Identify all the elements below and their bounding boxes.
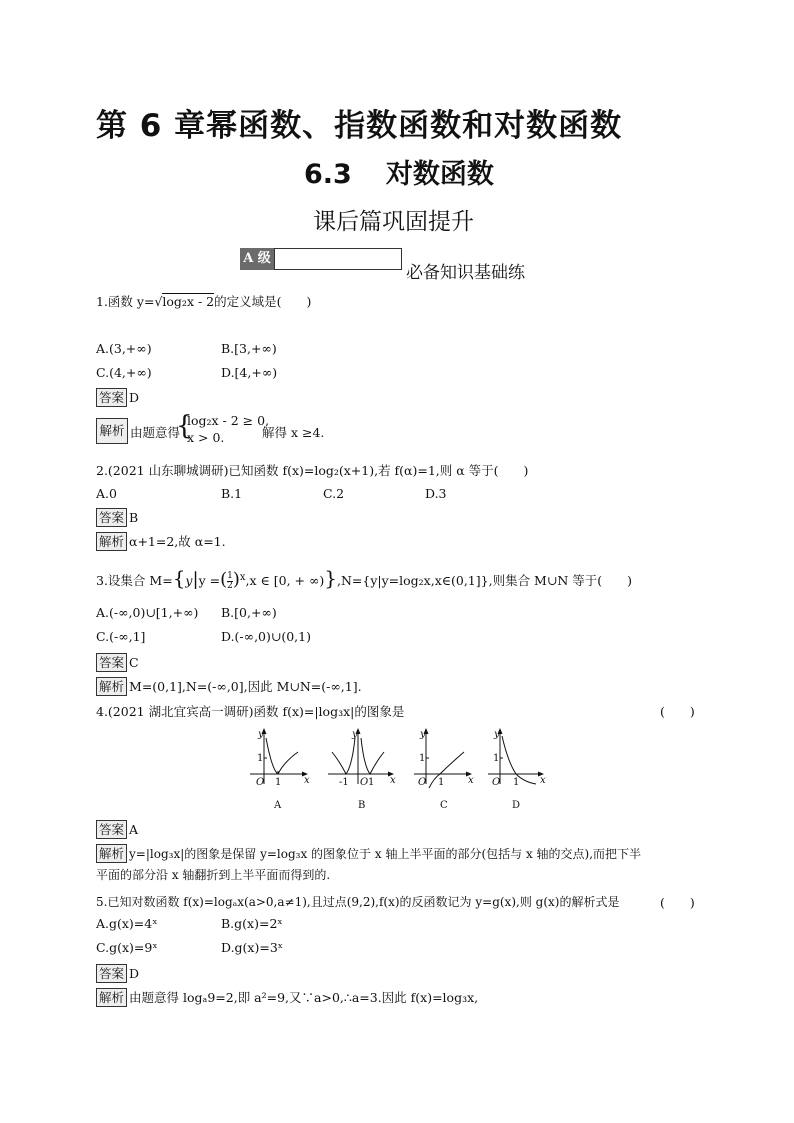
q2-analysis-text: α+1=2,故 α=1. <box>129 534 226 549</box>
q3-option-a: A.(-∞,0)∪[1,+∞) <box>96 605 199 620</box>
q4-analysis-line2: 平面的部分沿 x 轴翻折到上半平面而得到的. <box>96 868 331 882</box>
graph-b-label: B <box>358 800 366 811</box>
q1-analysis-brace: { <box>176 411 193 441</box>
sub-title: 课后篇巩固提升 <box>313 209 474 235</box>
analysis-tag: 解析 <box>96 418 128 444</box>
q3-option-d: D.(-∞,0)∪(0,1) <box>221 629 311 644</box>
answer-tag: 答案 <box>96 388 127 407</box>
q2-answer-value: B <box>129 510 139 525</box>
q5-analysis <box>96 988 478 1007</box>
q3-analysis <box>96 677 362 696</box>
q3-set-var: y <box>185 573 193 588</box>
graph-d-origin: O <box>492 777 501 788</box>
graph-c-tick-1: 1 <box>438 777 445 788</box>
section-number: 6.3 <box>304 159 352 190</box>
graph-d <box>488 728 546 811</box>
graph-a-x-label: x <box>304 775 310 786</box>
graph-b-x-label: x <box>390 775 396 786</box>
sqrt-sign: √ <box>154 294 163 309</box>
graph-d-label: D <box>512 800 521 811</box>
q1-stem-pre: 1.函数 y= <box>96 294 155 309</box>
graph-c-x-label: x <box>468 775 474 786</box>
q1-analysis-line2: x > 0. <box>187 430 225 445</box>
q3-paren-open: ( <box>220 569 228 590</box>
q5-answer-value: D <box>129 966 140 981</box>
analysis-tag: 解析 <box>96 677 127 696</box>
graph-a-y-one: 1 <box>257 753 264 764</box>
q3-set-eq: y = <box>198 573 221 588</box>
q1-analysis-line1: log₂x - 2 ≥ 0, <box>187 413 270 428</box>
q1-answer <box>96 388 139 407</box>
analysis-tag: 解析 <box>96 532 127 551</box>
graph-b-tick-neg1: -1 <box>339 777 349 788</box>
q1-analysis-post: 解得 x ≥4. <box>262 425 325 440</box>
graph-c <box>414 728 474 811</box>
q5-option-a: A.g(x)=4ˣ <box>96 916 158 931</box>
analysis-tag: 解析 <box>96 844 127 863</box>
q3-analysis-text: M=(0,1],N=(-∞,0],因此 M∪N=(-∞,1]. <box>129 679 362 694</box>
answer-tag: 答案 <box>96 653 127 672</box>
q5-option-d: D.g(x)=3ˣ <box>221 940 284 955</box>
answer-tag: 答案 <box>96 820 127 839</box>
graph-a-y-label: y <box>258 729 264 740</box>
graph-d-tick-1: 1 <box>513 777 520 788</box>
q1-option-a: A.(3,+∞) <box>96 341 152 356</box>
q3-stem-pre: 3.设集合 M= <box>96 573 173 588</box>
q2-analysis <box>96 532 226 551</box>
q5-analysis-text: 由题意得 logₐ9=2,即 a²=9,又∵a>0,∴a=3.因此 f(x)=log₃x, <box>129 990 479 1005</box>
q4-answer <box>96 820 138 839</box>
q5-option-b: B.g(x)=2ˣ <box>221 916 283 931</box>
graph-b-tick-1: 1 <box>368 777 375 788</box>
analysis-tag: 解析 <box>96 988 127 1007</box>
graph-d-x-label: x <box>540 775 546 786</box>
q2-option-c: C.2 <box>323 486 345 501</box>
graph-b <box>328 728 396 811</box>
q4-analysis <box>96 844 641 863</box>
q5-option-c: C.g(x)=9ˣ <box>96 940 158 955</box>
q4-stem: 4.(2021 湖北宜宾高一调研)函数 f(x)=|log₃x|的图象是 <box>96 704 405 719</box>
q4-graphs <box>244 726 554 812</box>
graph-a-label: A <box>274 800 282 811</box>
q3-option-b: B.[0,+∞) <box>221 605 277 620</box>
q3-brace-open: { <box>172 566 186 590</box>
answer-tag: 答案 <box>96 508 127 527</box>
q3-option-c: C.(-∞,1] <box>96 629 146 644</box>
q1-stem <box>96 292 311 310</box>
q3-stem <box>96 566 632 591</box>
q2-option-b: B.1 <box>221 486 243 501</box>
q3-answer <box>96 653 139 672</box>
chapter-title: 第 6 章幂函数、指数函数和对数函数 <box>96 108 623 144</box>
q3-paren-close: ) <box>232 569 240 590</box>
q1-stem-post: 的定义域是( ) <box>214 294 312 309</box>
q2-option-d: D.3 <box>425 486 447 501</box>
q1-sqrt-content: log₂x - 2 <box>162 294 215 309</box>
q2-answer <box>96 508 138 527</box>
graph-a-tick-1: 1 <box>275 777 282 788</box>
q1-option-c: C.(4,+∞) <box>96 365 152 380</box>
graph-c-origin: O <box>418 777 427 788</box>
level-label: 必备知识基础练 <box>406 263 525 283</box>
graph-a <box>250 728 310 811</box>
q3-brace-close: } <box>324 566 337 590</box>
section-name: 对数函数 <box>385 159 494 190</box>
graph-a-origin: O <box>256 777 265 788</box>
q4-paren: ( ) <box>660 704 695 719</box>
q3-frac-num: 1 <box>227 571 233 581</box>
q1-answer-value: D <box>129 390 140 405</box>
q5-answer <box>96 964 139 983</box>
q3-answer-value: C <box>129 655 139 670</box>
level-box <box>274 248 402 270</box>
q4-answer-value: A <box>129 822 139 837</box>
q3-bar: | <box>192 569 199 590</box>
q1-option-b: B.[3,+∞) <box>221 341 277 356</box>
level-badge: A 级 <box>240 248 274 270</box>
graph-b-y-label: y <box>352 729 358 740</box>
q3-frac-den: 2 <box>227 581 233 591</box>
graph-c-label: C <box>440 800 448 811</box>
graph-c-y-label: y <box>420 729 426 740</box>
q3-exponent: x <box>239 571 246 583</box>
graph-b-origin: O <box>360 777 369 788</box>
q5-paren: ( ) <box>660 895 695 910</box>
q2-option-a: A.0 <box>96 486 117 501</box>
graph-c-y-one: 1 <box>419 753 426 764</box>
q1-option-d: D.[4,+∞) <box>221 365 278 380</box>
q2-stem: 2.(2021 山东聊城调研)已知函数 f(x)=log₂(x+1),若 f(α)=1,则 α 等于( ) <box>96 463 529 478</box>
q5-stem: 5.已知对数函数 f(x)=logₐx(a>0,a≠1),且过点(9,2),f(x)的反函数记为 y=g(x),则 g(x)的解析式是 <box>96 895 620 909</box>
q4-analysis-line1: y=|log₃x|的图象是保留 y=log₃x 的图象位于 x 轴上半平面的部分(包括与 x 轴的交点),而把下半 <box>129 847 642 861</box>
q3-stem-post: ,N={y|y=log₂x,x∈(0,1]},则集合 M∪N 等于( ) <box>337 573 632 588</box>
graph-d-y-one: 1 <box>493 753 500 764</box>
section-title <box>304 152 494 191</box>
q3-set-domain: ,x ∈ [0, + ∞) <box>245 573 325 588</box>
graph-d-y-label: y <box>494 729 500 740</box>
answer-tag: 答案 <box>96 964 127 983</box>
q1-analysis-pre: 由题意得 <box>130 425 181 440</box>
